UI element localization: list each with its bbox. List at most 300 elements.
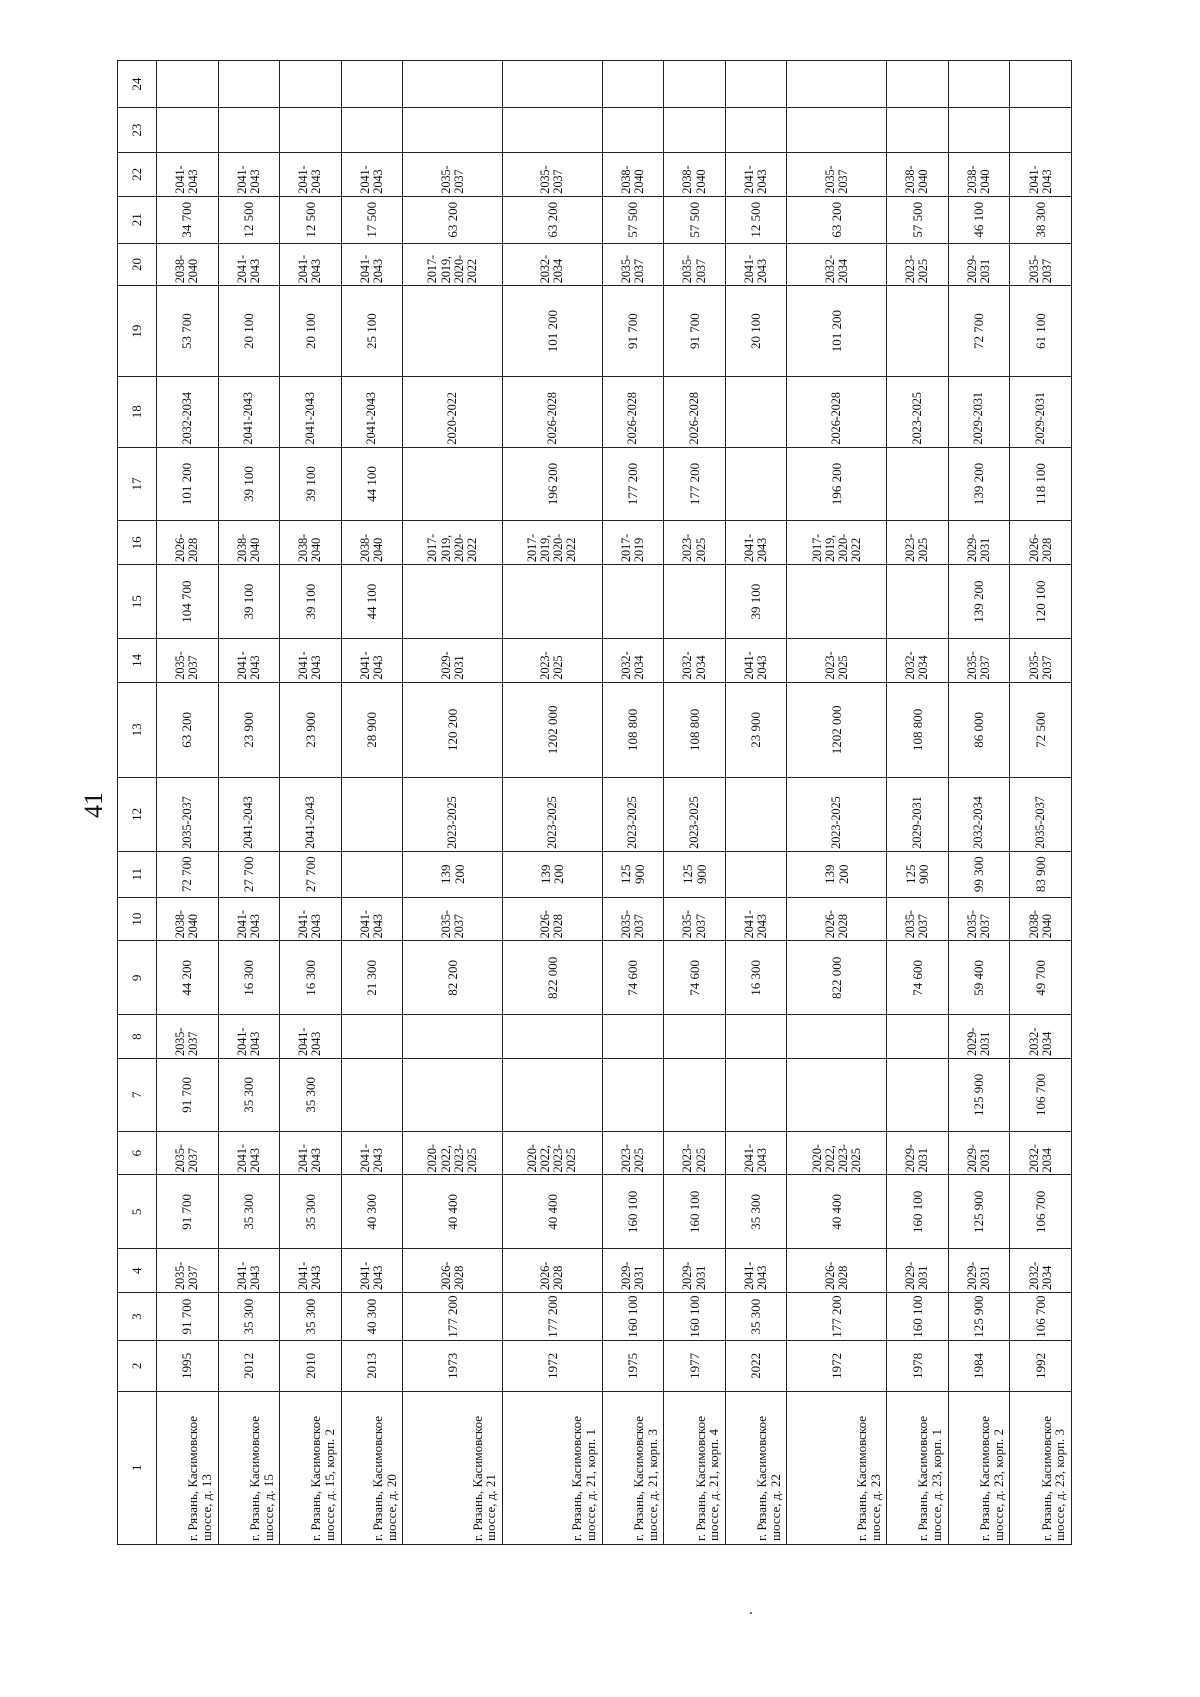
table-cell: 91 700 bbox=[157, 1293, 219, 1341]
table-cell bbox=[602, 1015, 664, 1059]
table-cell: 2041-2043 bbox=[218, 1249, 280, 1293]
address-cell: г. Рязань, Касимовское шоссе, д. 21, корп. 1 bbox=[503, 1391, 603, 1544]
table-cell: 2023-2025 bbox=[664, 1131, 726, 1175]
column-header-14: 14 bbox=[118, 639, 157, 683]
table-cell: 2013 bbox=[341, 1341, 403, 1391]
table-cell bbox=[1010, 61, 1072, 108]
table-cell: 108 800 bbox=[887, 682, 949, 777]
table-cell: 2029-2031 bbox=[948, 377, 1010, 448]
table-cell: 74 600 bbox=[887, 941, 949, 1015]
table-cell: 2035-2037 bbox=[664, 897, 726, 941]
table-cell: 99 300 bbox=[948, 851, 1010, 897]
table-cell: 2041-2043 bbox=[725, 639, 787, 683]
table-cell: 1202 000 bbox=[503, 682, 603, 777]
table-row bbox=[602, 61, 664, 1545]
table-cell: 160 100 bbox=[602, 1175, 664, 1249]
table-cell bbox=[341, 1058, 403, 1131]
table-cell: 40 400 bbox=[787, 1175, 887, 1249]
table-cell: 20 100 bbox=[218, 286, 280, 377]
table-cell: 2035-2037 bbox=[503, 153, 603, 197]
column-header-15: 15 bbox=[118, 565, 157, 639]
table-cell: 2041-2043 bbox=[725, 897, 787, 941]
table-cell: 177 200 bbox=[664, 447, 726, 521]
table-cell bbox=[725, 1015, 787, 1059]
table-cell bbox=[218, 61, 280, 108]
table-cell: 2041-2043 bbox=[157, 153, 219, 197]
table-cell: 2041-2043 bbox=[725, 243, 787, 286]
table-cell: 101 200 bbox=[787, 286, 887, 377]
table-cell: 2035-2037 bbox=[948, 897, 1010, 941]
table-cell: 2029-2031 bbox=[403, 639, 503, 683]
table-cell: 27 700 bbox=[280, 851, 342, 897]
column-header-23: 23 bbox=[118, 108, 157, 153]
table-cell: 2026-2028 bbox=[503, 1249, 603, 1293]
table-cell: 2017-2019, 2020-2022 bbox=[403, 521, 503, 565]
table-cell: 2029-2031 bbox=[887, 777, 949, 851]
table-cell bbox=[787, 1058, 887, 1131]
table-cell bbox=[664, 61, 726, 108]
table-cell: 83 900 bbox=[1010, 851, 1072, 897]
table-row bbox=[157, 61, 219, 1545]
table-cell: 2041-2043 bbox=[725, 153, 787, 197]
table-cell bbox=[664, 565, 726, 639]
table-cell: 177 200 bbox=[787, 1293, 887, 1341]
table-cell: 2029-2031 bbox=[887, 1131, 949, 1175]
table-cell: 16 300 bbox=[280, 941, 342, 1015]
table-cell: 2035-2037 bbox=[602, 243, 664, 286]
table-cell bbox=[403, 108, 503, 153]
table-cell: 2041-2043 bbox=[218, 1015, 280, 1059]
table-cell: 108 800 bbox=[602, 682, 664, 777]
address-cell: г. Рязань, Касимовское шоссе, д. 22 bbox=[725, 1391, 787, 1544]
table-cell bbox=[725, 108, 787, 153]
repair-schedule-table bbox=[117, 60, 1072, 1545]
table-cell: 2035-2037 bbox=[1010, 243, 1072, 286]
table-cell: 2029-2031 bbox=[1010, 377, 1072, 448]
table-cell: 46 100 bbox=[948, 196, 1010, 243]
table-cell: 2032-2034 bbox=[1010, 1131, 1072, 1175]
table-cell: 2041-2043 bbox=[218, 777, 280, 851]
table-cell: 35 300 bbox=[280, 1293, 342, 1341]
table-cell: 125 900 bbox=[887, 851, 949, 897]
table-cell: 2026-2028 bbox=[787, 897, 887, 941]
table-cell: 12 500 bbox=[218, 196, 280, 243]
table-cell bbox=[725, 447, 787, 521]
table-cell bbox=[725, 61, 787, 108]
table-cell bbox=[341, 1015, 403, 1059]
table-cell: 104 700 bbox=[157, 565, 219, 639]
table-cell: 2023-2025 bbox=[664, 521, 726, 565]
table-cell: 2035-2037 bbox=[403, 897, 503, 941]
column-header-13: 13 bbox=[118, 682, 157, 777]
address-cell: г. Рязань, Касимовское шоссе, д. 20 bbox=[341, 1391, 403, 1544]
table-cell: 139 200 bbox=[948, 447, 1010, 521]
table-cell: 35 300 bbox=[280, 1175, 342, 1249]
table-cell: 49 700 bbox=[1010, 941, 1072, 1015]
scan-speck bbox=[750, 1612, 752, 1614]
table-cell bbox=[725, 377, 787, 448]
table-cell: 160 100 bbox=[664, 1175, 726, 1249]
table-cell: 2041-2043 bbox=[280, 243, 342, 286]
table-cell: 120 200 bbox=[403, 682, 503, 777]
table-cell: 2041-2043 bbox=[280, 639, 342, 683]
table-cell: 72 500 bbox=[1010, 682, 1072, 777]
table-cell bbox=[280, 61, 342, 108]
table-cell: 16 300 bbox=[218, 941, 280, 1015]
table-cell: 2032-2034 bbox=[887, 639, 949, 683]
table-row bbox=[887, 61, 949, 1545]
table-cell: 2023-2025 bbox=[887, 377, 949, 448]
table-cell bbox=[602, 108, 664, 153]
table-cell: 2012 bbox=[218, 1341, 280, 1391]
table-cell bbox=[403, 61, 503, 108]
table-cell: 2038-2040 bbox=[157, 897, 219, 941]
table-cell: 2010 bbox=[280, 1341, 342, 1391]
table-cell: 61 100 bbox=[1010, 286, 1072, 377]
table-cell: 106 700 bbox=[1010, 1293, 1072, 1341]
table-cell bbox=[887, 447, 949, 521]
table-cell bbox=[503, 565, 603, 639]
table-cell: 125 900 bbox=[664, 851, 726, 897]
table-cell: 35 300 bbox=[725, 1293, 787, 1341]
table-cell: 2041-2043 bbox=[341, 243, 403, 286]
table-cell bbox=[403, 565, 503, 639]
table-cell: 2041-2043 bbox=[218, 639, 280, 683]
table-cell bbox=[403, 286, 503, 377]
table-cell: 125 900 bbox=[948, 1175, 1010, 1249]
table-row bbox=[280, 61, 342, 1545]
table-cell: 2023-2025 bbox=[602, 777, 664, 851]
table-cell: 2022 bbox=[725, 1341, 787, 1391]
column-number-row bbox=[118, 61, 157, 1545]
table-cell: 2035-2037 bbox=[157, 1015, 219, 1059]
table-cell: 2041-2043 bbox=[218, 897, 280, 941]
address-cell: г. Рязань, Касимовское шоссе, д. 23, корп. 1 bbox=[887, 1391, 949, 1544]
table-cell: 63 200 bbox=[403, 196, 503, 243]
table-cell bbox=[503, 1015, 603, 1059]
table-cell: 2035-2037 bbox=[157, 1131, 219, 1175]
table-cell: 72 700 bbox=[157, 851, 219, 897]
table-cell: 2026-2028 bbox=[503, 377, 603, 448]
table-cell: 2038-2040 bbox=[341, 521, 403, 565]
table-cell: 1984 bbox=[948, 1341, 1010, 1391]
address-cell: г. Рязань, Касимовское шоссе, д. 21 bbox=[403, 1391, 503, 1544]
address-cell: г. Рязань, Касимовское шоссе, д. 15 bbox=[218, 1391, 280, 1544]
table-cell: 2023-2025 bbox=[787, 777, 887, 851]
table-cell: 125 900 bbox=[948, 1058, 1010, 1131]
table-cell: 2020-2022, 2023-2025 bbox=[403, 1131, 503, 1175]
column-header-21: 21 bbox=[118, 196, 157, 243]
column-header-19: 19 bbox=[118, 286, 157, 377]
table-cell: 160 100 bbox=[664, 1293, 726, 1341]
table-cell bbox=[602, 1058, 664, 1131]
table-cell: 2023-2025 bbox=[503, 639, 603, 683]
table-cell: 2026-2028 bbox=[157, 521, 219, 565]
table-cell: 2035-2037 bbox=[403, 153, 503, 197]
table-cell: 21 300 bbox=[341, 941, 403, 1015]
table-cell: 59 400 bbox=[948, 941, 1010, 1015]
column-header-4: 4 bbox=[118, 1249, 157, 1293]
table-cell: 91 700 bbox=[664, 286, 726, 377]
table-cell: 34 700 bbox=[157, 196, 219, 243]
table-cell: 44 200 bbox=[157, 941, 219, 1015]
column-header-7: 7 bbox=[118, 1058, 157, 1131]
column-header-5: 5 bbox=[118, 1175, 157, 1249]
table-cell: 2032-2034 bbox=[948, 777, 1010, 851]
table-cell: 160 100 bbox=[887, 1175, 949, 1249]
table-cell: 2041-2043 bbox=[341, 897, 403, 941]
table-cell bbox=[725, 777, 787, 851]
table-cell: 20 100 bbox=[725, 286, 787, 377]
table-cell: 12 500 bbox=[725, 196, 787, 243]
table-cell: 2041-2043 bbox=[341, 1131, 403, 1175]
table-cell bbox=[403, 1015, 503, 1059]
table-cell: 39 100 bbox=[218, 447, 280, 521]
table-cell: 2020-2022, 2023-2025 bbox=[503, 1131, 603, 1175]
table-cell bbox=[887, 1058, 949, 1131]
table-cell: 2038-2040 bbox=[157, 243, 219, 286]
table-cell: 160 100 bbox=[602, 1293, 664, 1341]
table-cell: 72 700 bbox=[948, 286, 1010, 377]
table-cell: 44 100 bbox=[341, 565, 403, 639]
column-header-20: 20 bbox=[118, 243, 157, 286]
table-cell: 23 900 bbox=[218, 682, 280, 777]
column-header-3: 3 bbox=[118, 1293, 157, 1341]
page-number: 41 bbox=[79, 792, 108, 818]
column-header-12: 12 bbox=[118, 777, 157, 851]
column-header-17: 17 bbox=[118, 447, 157, 521]
table-cell: 2029-2031 bbox=[948, 1131, 1010, 1175]
table-cell: 1975 bbox=[602, 1341, 664, 1391]
address-cell: г. Рязань, Касимовское шоссе, д. 21, корп. 3 bbox=[602, 1391, 664, 1544]
table-cell: 2017-2019, 2020-2022 bbox=[403, 243, 503, 286]
table-cell: 139 200 bbox=[403, 851, 503, 897]
table-cell: 40 400 bbox=[403, 1175, 503, 1249]
column-header-8: 8 bbox=[118, 1015, 157, 1059]
column-header-22: 22 bbox=[118, 153, 157, 197]
table-cell: 2041-2043 bbox=[218, 153, 280, 197]
table-cell: 1973 bbox=[403, 1341, 503, 1391]
table-cell: 2041-2043 bbox=[280, 777, 342, 851]
table-cell: 2038-2040 bbox=[218, 521, 280, 565]
table-cell: 2026-2028 bbox=[503, 897, 603, 941]
table-cell: 2041-2043 bbox=[218, 243, 280, 286]
column-header-18: 18 bbox=[118, 377, 157, 448]
rotated-table-wrapper bbox=[117, 60, 1072, 1545]
table-cell: 35 300 bbox=[218, 1175, 280, 1249]
column-header-2: 2 bbox=[118, 1341, 157, 1391]
table-cell: 35 300 bbox=[218, 1058, 280, 1131]
table-row bbox=[725, 61, 787, 1545]
table-cell: 53 700 bbox=[157, 286, 219, 377]
table-row bbox=[218, 61, 280, 1545]
table-cell: 2020-2022 bbox=[403, 377, 503, 448]
table-cell: 2041-2043 bbox=[1010, 153, 1072, 197]
table-cell bbox=[503, 61, 603, 108]
table-cell: 2041-2043 bbox=[725, 1249, 787, 1293]
table-cell bbox=[664, 1058, 726, 1131]
table-cell: 86 000 bbox=[948, 682, 1010, 777]
table-cell: 2035-2037 bbox=[1010, 639, 1072, 683]
table-cell bbox=[948, 108, 1010, 153]
table-cell bbox=[887, 565, 949, 639]
table-cell: 38 300 bbox=[1010, 196, 1072, 243]
table-cell: 2041-2043 bbox=[341, 377, 403, 448]
table-cell: 74 600 bbox=[602, 941, 664, 1015]
table-cell: 2029-2031 bbox=[887, 1249, 949, 1293]
table-cell: 120 100 bbox=[1010, 565, 1072, 639]
column-header-6: 6 bbox=[118, 1131, 157, 1175]
table-cell: 1995 bbox=[157, 1341, 219, 1391]
table-cell: 44 100 bbox=[341, 447, 403, 521]
table-row bbox=[948, 61, 1010, 1545]
table-cell: 35 300 bbox=[725, 1175, 787, 1249]
table-cell: 23 900 bbox=[280, 682, 342, 777]
table-cell bbox=[1010, 108, 1072, 153]
table-cell: 2023-2025 bbox=[403, 777, 503, 851]
table-cell: 2032-2034 bbox=[787, 243, 887, 286]
table-cell bbox=[787, 1015, 887, 1059]
column-header-16: 16 bbox=[118, 521, 157, 565]
table-cell: 101 200 bbox=[157, 447, 219, 521]
table-row bbox=[503, 61, 603, 1545]
table-cell bbox=[503, 1058, 603, 1131]
table-cell: 2038-2040 bbox=[1010, 897, 1072, 941]
column-header-24: 24 bbox=[118, 61, 157, 108]
table-cell bbox=[887, 61, 949, 108]
table-cell bbox=[887, 108, 949, 153]
table-cell: 2017-2019 bbox=[602, 521, 664, 565]
table-cell: 2032-2034 bbox=[1010, 1015, 1072, 1059]
table-cell: 2026-2028 bbox=[1010, 521, 1072, 565]
table-cell: 2035-2037 bbox=[157, 777, 219, 851]
address-cell: г. Рязань, Касимовское шоссе, д. 23, корп. 2 bbox=[948, 1391, 1010, 1544]
table-cell: 2041-2043 bbox=[725, 1131, 787, 1175]
table-cell: 57 500 bbox=[887, 196, 949, 243]
table-cell: 1972 bbox=[787, 1341, 887, 1391]
table-cell: 177 200 bbox=[503, 1293, 603, 1341]
table-cell bbox=[403, 447, 503, 521]
table-cell: 12 500 bbox=[280, 196, 342, 243]
table-cell: 2041-2043 bbox=[280, 1249, 342, 1293]
table-cell: 40 400 bbox=[503, 1175, 603, 1249]
table-cell: 2026-2028 bbox=[787, 377, 887, 448]
table-cell bbox=[218, 108, 280, 153]
table-cell: 35 300 bbox=[280, 1058, 342, 1131]
table-cell: 27 700 bbox=[218, 851, 280, 897]
table-cell: 2041-2043 bbox=[341, 639, 403, 683]
table-cell: 177 200 bbox=[602, 447, 664, 521]
table-cell bbox=[787, 61, 887, 108]
table-cell bbox=[664, 108, 726, 153]
table-cell: 2032-2034 bbox=[157, 377, 219, 448]
table-cell bbox=[341, 108, 403, 153]
table-cell: 91 700 bbox=[157, 1175, 219, 1249]
table-cell bbox=[725, 851, 787, 897]
address-cell: г. Рязань, Касимовское шоссе, д. 13 bbox=[157, 1391, 219, 1544]
table-cell: 2023-2025 bbox=[664, 777, 726, 851]
table-cell: 160 100 bbox=[887, 1293, 949, 1341]
address-cell: г. Рязань, Касимовское шоссе, д. 23 bbox=[787, 1391, 887, 1544]
table-cell: 106 700 bbox=[1010, 1058, 1072, 1131]
table-cell: 39 100 bbox=[280, 447, 342, 521]
table-cell: 16 300 bbox=[725, 941, 787, 1015]
table-cell: 2032-2034 bbox=[602, 639, 664, 683]
table-cell: 106 700 bbox=[1010, 1175, 1072, 1249]
table-cell: 91 700 bbox=[157, 1058, 219, 1131]
table-cell: 1992 bbox=[1010, 1341, 1072, 1391]
table-cell: 1978 bbox=[887, 1341, 949, 1391]
table-cell: 2023-2025 bbox=[503, 777, 603, 851]
table-cell: 91 700 bbox=[602, 286, 664, 377]
table-cell: 2041-2043 bbox=[280, 1131, 342, 1175]
table-cell: 2035-2037 bbox=[602, 897, 664, 941]
table-cell: 2038-2040 bbox=[664, 153, 726, 197]
table-cell: 28 900 bbox=[341, 682, 403, 777]
table-cell: 2035-2037 bbox=[157, 639, 219, 683]
column-header-10: 10 bbox=[118, 897, 157, 941]
table-cell: 125 900 bbox=[602, 851, 664, 897]
table-row bbox=[1010, 61, 1072, 1545]
address-cell: г. Рязань, Касимовское шоссе, д. 23, корп. 3 bbox=[1010, 1391, 1072, 1544]
table-cell: 25 100 bbox=[341, 286, 403, 377]
table-cell bbox=[602, 61, 664, 108]
table-cell bbox=[887, 286, 949, 377]
column-header-9: 9 bbox=[118, 941, 157, 1015]
table-cell bbox=[503, 108, 603, 153]
table-cell: 40 300 bbox=[341, 1175, 403, 1249]
table-cell: 39 100 bbox=[280, 565, 342, 639]
table-cell: 74 600 bbox=[664, 941, 726, 1015]
table-cell: 2029-2031 bbox=[948, 521, 1010, 565]
table-cell: 2029-2031 bbox=[948, 1249, 1010, 1293]
table-cell bbox=[280, 108, 342, 153]
table-cell: 2041-2043 bbox=[218, 377, 280, 448]
table-cell bbox=[341, 61, 403, 108]
table-cell: 57 500 bbox=[602, 196, 664, 243]
table-cell: 2029-2031 bbox=[948, 1015, 1010, 1059]
table-cell: 2041-2043 bbox=[280, 897, 342, 941]
table-row bbox=[341, 61, 403, 1545]
table-cell: 139 200 bbox=[948, 565, 1010, 639]
table-cell: 2026-2028 bbox=[664, 377, 726, 448]
table-cell: 2041-2043 bbox=[218, 1131, 280, 1175]
table-cell: 2023-2025 bbox=[787, 639, 887, 683]
table-cell: 39 100 bbox=[725, 565, 787, 639]
table-cell: 1202 000 bbox=[787, 682, 887, 777]
table-cell: 63 200 bbox=[157, 682, 219, 777]
table-cell bbox=[787, 565, 887, 639]
table-cell: 2032-2034 bbox=[664, 639, 726, 683]
table-cell: 822 000 bbox=[787, 941, 887, 1015]
table-cell: 39 100 bbox=[218, 565, 280, 639]
table-cell: 2038-2040 bbox=[280, 521, 342, 565]
table-cell bbox=[725, 1058, 787, 1131]
table-cell: 20 100 bbox=[280, 286, 342, 377]
table-cell: 2029-2031 bbox=[602, 1249, 664, 1293]
table-cell bbox=[787, 108, 887, 153]
column-header-11: 11 bbox=[118, 851, 157, 897]
table-cell: 2023-2025 bbox=[602, 1131, 664, 1175]
table-cell: 108 800 bbox=[664, 682, 726, 777]
table-cell: 125 900 bbox=[948, 1293, 1010, 1341]
table-cell: 2032-2034 bbox=[503, 243, 603, 286]
table-cell: 196 200 bbox=[787, 447, 887, 521]
table-cell bbox=[341, 851, 403, 897]
table-cell: 2020-2022, 2023-2025 bbox=[787, 1131, 887, 1175]
table-cell: 1972 bbox=[503, 1341, 603, 1391]
table-row bbox=[403, 61, 503, 1545]
